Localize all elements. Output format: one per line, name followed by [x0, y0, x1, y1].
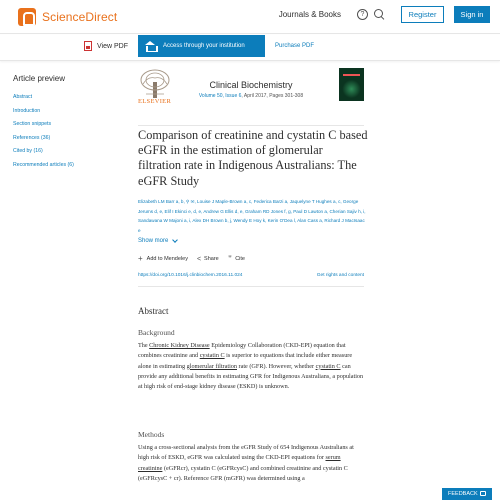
text-run: Using a cross-sectional analysis from the eGFR Study of 654 Indigenous Australians at high risk of ESKD, eGFR was calculated using the CKD-EPI equations for [138, 444, 354, 462]
doi-row [138, 273, 364, 285]
text-run: rate (GFR). However, whether [236, 362, 316, 370]
journals-books-link[interactable]: Journals & Books [278, 10, 341, 19]
divider [138, 286, 364, 287]
article-actions [138, 255, 254, 263]
chat-bubble-icon [480, 491, 486, 496]
sciencedirect-logo-icon [18, 8, 36, 26]
feedback-label: FEEDBACK [448, 491, 478, 497]
rights-link[interactable]: Get rights and content [316, 273, 364, 278]
share-icon: < [196, 255, 202, 263]
article-outline-sidebar [13, 74, 123, 172]
serum-creatinine-link[interactable]: serum creatinine [138, 454, 341, 472]
quote-icon: " [227, 254, 233, 263]
add-to-mendeley-button[interactable] [138, 255, 188, 263]
text-run: can provide any additional benefits in estimating GFR for Indigenous Australians, a population at high risk of end-stage kidney disease (ESKD) is unknown. [138, 362, 364, 391]
chronic-kidney-disease-link[interactable]: Chronic Kidney Disease [149, 342, 210, 349]
journal-pages: , April 2017, Pages 301-308 [241, 93, 304, 99]
show-more-label: Show more [138, 238, 169, 244]
sidebar-item-abstract[interactable]: Abstract [13, 94, 33, 100]
sidebar-item-recommended[interactable]: Recommended articles (6) [13, 161, 74, 168]
pdf-icon [84, 41, 92, 51]
methods-paragraph [138, 443, 366, 484]
glomerular-filtration-link[interactable]: glomerular filtration [186, 362, 237, 370]
purchase-pdf-link[interactable]: Purchase PDF [275, 43, 315, 49]
article-title: Comparison of creatinine and cystatin C based eGFR in the estimation of glomerular filtration rate in Indigenous Australians: The eGFR Study [138, 128, 368, 188]
sidebar-item-section-snippets[interactable]: Section snippets [13, 121, 52, 127]
author-list[interactable]: Elizabeth LM Barr a, b, ⚲ ✉, Louise J Maple-Brown a, c, Federica Barzi a, Jaquelyne T Hughes a, c, George Jerums d, e, Elif I Ekinci e, d, e, Andrew G Ellis d, e, Graham RD Jones f, g, Paul D Lawton a, Cherian Sajiv h, i, Sandawana W Majoni a, i, Alex DH Brown b, j, Wendy E Hoy k, Kerin O'Dea l, Alan Cass a, Richard J MacIsaac e [138, 199, 366, 233]
sign-in-button[interactable]: Sign in [454, 6, 490, 23]
register-button[interactable]: Register [401, 6, 444, 23]
feedback-button[interactable] [442, 488, 492, 500]
text-run: The [138, 342, 150, 349]
journal-volume [138, 93, 364, 99]
cystatin-c-link[interactable]: cystatin C [315, 362, 341, 370]
view-pdf-button[interactable] [84, 41, 128, 51]
background-paragraph [138, 341, 366, 392]
brand-name: ScienceDirect [42, 9, 118, 24]
background-heading: Background [138, 328, 175, 337]
elsevier-wordmark: ELSEVIER [138, 98, 172, 105]
text-run: Epidemiology Collaboration (CKD-EPI) equation that combines creatinine and [138, 342, 346, 360]
header-nav [279, 6, 490, 23]
add-to-mendeley-label: Add to Mendeley [146, 256, 188, 262]
volume-issue-link[interactable]: Volume 50, Issue 6 [198, 93, 242, 99]
sidebar-title: Article preview [13, 74, 66, 83]
institution-access-label: Access through your institution [163, 43, 245, 49]
journal-header [138, 66, 364, 126]
sidebar-item-references[interactable]: References (36) [13, 134, 51, 141]
share-label: Share [204, 256, 219, 262]
methods-heading: Methods [138, 430, 165, 439]
brand-link[interactable] [18, 8, 117, 26]
help-icon[interactable]: ? [357, 9, 368, 20]
text-run: (eGFRcr), cystatin C (eGFRcysC) and combined creatinine and cystatin C (eGFRcysC + cr). Reference GFR (mGFR) was determined using a [138, 464, 348, 482]
search-icon[interactable] [374, 9, 385, 20]
institution-access-button[interactable] [138, 35, 265, 57]
sidebar-item-introduction[interactable]: Introduction [13, 107, 41, 114]
article-main [138, 66, 368, 482]
text-run: is superior to equations that include either measure alone in estimating [138, 352, 353, 370]
cystatin-c-link[interactable]: cystatin C [199, 352, 225, 360]
doi-link[interactable]: https://doi.org/10.1016/j.clinbiochem.2016.11.024 [138, 273, 243, 278]
abstract-heading: Abstract [138, 306, 169, 316]
article-toolbar [0, 35, 500, 61]
share-button[interactable] [197, 256, 219, 263]
chevron-down-icon [173, 237, 179, 243]
view-pdf-label: View PDF [97, 42, 128, 50]
journal-name-link[interactable]: Clinical Biochemistry [209, 80, 293, 90]
cite-label: Cite [235, 256, 245, 262]
sidebar-item-cited-by[interactable]: Cited by (16) [13, 148, 43, 154]
plus-icon: + [138, 254, 143, 263]
cite-button[interactable] [228, 255, 245, 263]
institution-icon [145, 41, 155, 51]
top-header [0, 0, 500, 34]
journal-cover-image[interactable] [339, 68, 364, 101]
show-more-button[interactable] [138, 238, 177, 244]
